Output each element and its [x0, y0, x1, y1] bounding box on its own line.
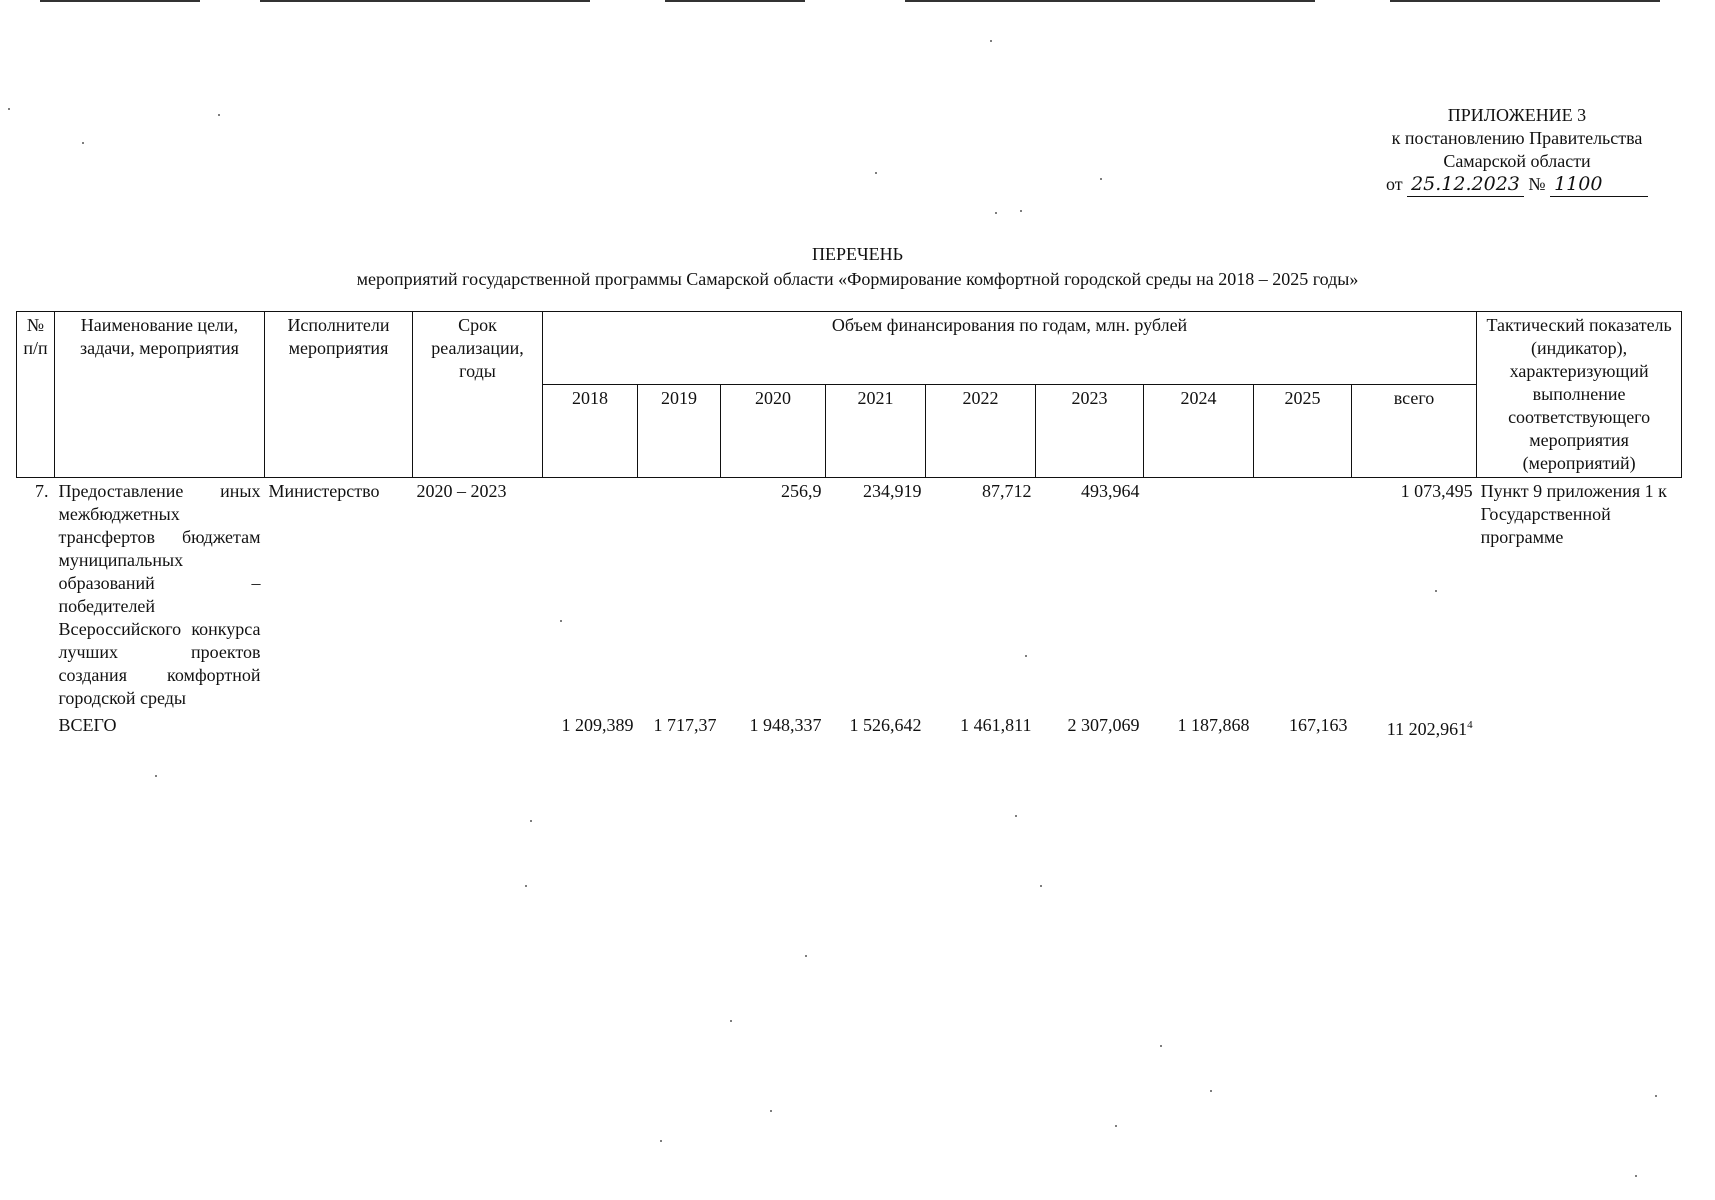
scan-speck	[525, 885, 527, 887]
measure-executor: Министерство	[268, 481, 380, 501]
scan-speck	[660, 1140, 662, 1142]
funding-value	[1144, 478, 1254, 713]
handwritten-number: 1100	[1550, 173, 1648, 197]
funding-value	[1254, 478, 1352, 713]
scan-speck	[875, 172, 877, 174]
scan-speck	[530, 820, 532, 822]
header-indicator: Тактический показатель (индикатор), характеризующий выполнение соответствующего мероприятия (мероприятий)	[1477, 312, 1682, 478]
funding-value	[543, 478, 638, 713]
scan-speck	[990, 40, 992, 42]
scan-speck	[8, 108, 10, 110]
document-heading: ПЕРЕЧЕНЬ	[811, 244, 904, 264]
total-value: 1 461,811	[960, 715, 1032, 735]
scan-speck	[218, 114, 220, 116]
scan-speck	[1015, 815, 1017, 817]
header-name: Наименование цели, задачи, мероприятия	[55, 312, 265, 478]
total-value: 1 187,868	[1177, 715, 1250, 735]
scan-speck	[1040, 885, 1042, 887]
total-value: 1 717,37	[653, 715, 717, 735]
document-title-block	[0, 242, 1715, 292]
header-year: 2019	[638, 385, 721, 478]
funding-value: 234,919	[863, 481, 922, 501]
header-term: Срок реализации, годы	[413, 312, 543, 478]
scan-speck	[155, 775, 157, 777]
number-prefix: №	[1528, 174, 1546, 194]
measures-table	[16, 311, 1682, 743]
scan-speck	[730, 1020, 732, 1022]
date-prefix: от	[1385, 174, 1403, 194]
header-year: 2022	[926, 385, 1036, 478]
table-row	[17, 478, 1682, 713]
header-year: 2025	[1254, 385, 1352, 478]
funding-value: 256,9	[781, 481, 822, 501]
scan-edge-line	[1390, 0, 1660, 2]
header-year: 2023	[1036, 385, 1144, 478]
scan-speck	[82, 142, 84, 144]
scan-speck	[1100, 178, 1102, 180]
row-number: 7.	[35, 481, 49, 501]
footnote-mark: 4	[1467, 719, 1473, 731]
scan-edge-line	[905, 0, 1315, 2]
grand-total-value: 11 202,961	[1386, 719, 1468, 739]
handwritten-date: 25.12.2023	[1407, 173, 1524, 197]
scan-speck	[995, 212, 997, 214]
scan-speck	[1115, 1125, 1117, 1127]
appendix-line-region: Самарской области	[1443, 151, 1591, 171]
grand-total	[1352, 712, 1477, 743]
scan-speck	[1020, 210, 1022, 212]
appendix-date-line	[1367, 173, 1667, 197]
header-year: 2018	[543, 385, 638, 478]
header-year: 2024	[1144, 385, 1254, 478]
funding-value: 87,712	[982, 481, 1032, 501]
measure-name: Предоставление иных межбюджетных трансфертов бюджетам муниципальных образований – победителей Всероссийского конкурса лучших проектов создания комфортной городской среды	[58, 481, 261, 708]
scan-speck	[1635, 1175, 1637, 1177]
total-label: ВСЕГО	[58, 715, 117, 735]
scan-speck	[1160, 1045, 1162, 1047]
total-value: 2 307,069	[1067, 715, 1140, 735]
scan-speck	[805, 955, 807, 957]
measure-indicator: Пункт 9 приложения 1 к Государственной программе	[1480, 481, 1667, 547]
scan-edge-line	[665, 0, 805, 2]
total-row	[17, 712, 1682, 743]
funding-total: 1 073,495	[1400, 481, 1473, 501]
header-year: 2020	[721, 385, 826, 478]
appendix-line-resolution: к постановлению Правительства	[1391, 128, 1643, 148]
document-subtitle: мероприятий государственной программы Самарской области «Формирование комфортной городской среды на 2018 – 2025 годы»	[356, 269, 1359, 289]
header-year: 2021	[826, 385, 926, 478]
total-value: 1 209,389	[561, 715, 634, 735]
appendix-block	[1367, 104, 1667, 197]
header-total-column: всего	[1352, 385, 1477, 478]
header-funding: Объем финансирования по годам, млн. рублей	[543, 312, 1477, 385]
total-value: 1 526,642	[849, 715, 922, 735]
appendix-title: ПРИЛОЖЕНИЕ 3	[1447, 105, 1587, 125]
scan-speck	[770, 1110, 772, 1112]
funding-value	[638, 478, 721, 713]
scan-edge-line	[260, 0, 590, 2]
total-value: 1 948,337	[749, 715, 822, 735]
measure-term: 2020 – 2023	[416, 481, 507, 501]
scan-edge-line	[40, 0, 200, 2]
total-value: 167,163	[1289, 715, 1348, 735]
header-num: № п/п	[17, 312, 55, 478]
scan-speck	[1210, 1090, 1212, 1092]
scan-speck	[1655, 1095, 1657, 1097]
funding-value: 493,964	[1081, 481, 1140, 501]
header-executors: Исполнители мероприятия	[265, 312, 413, 478]
